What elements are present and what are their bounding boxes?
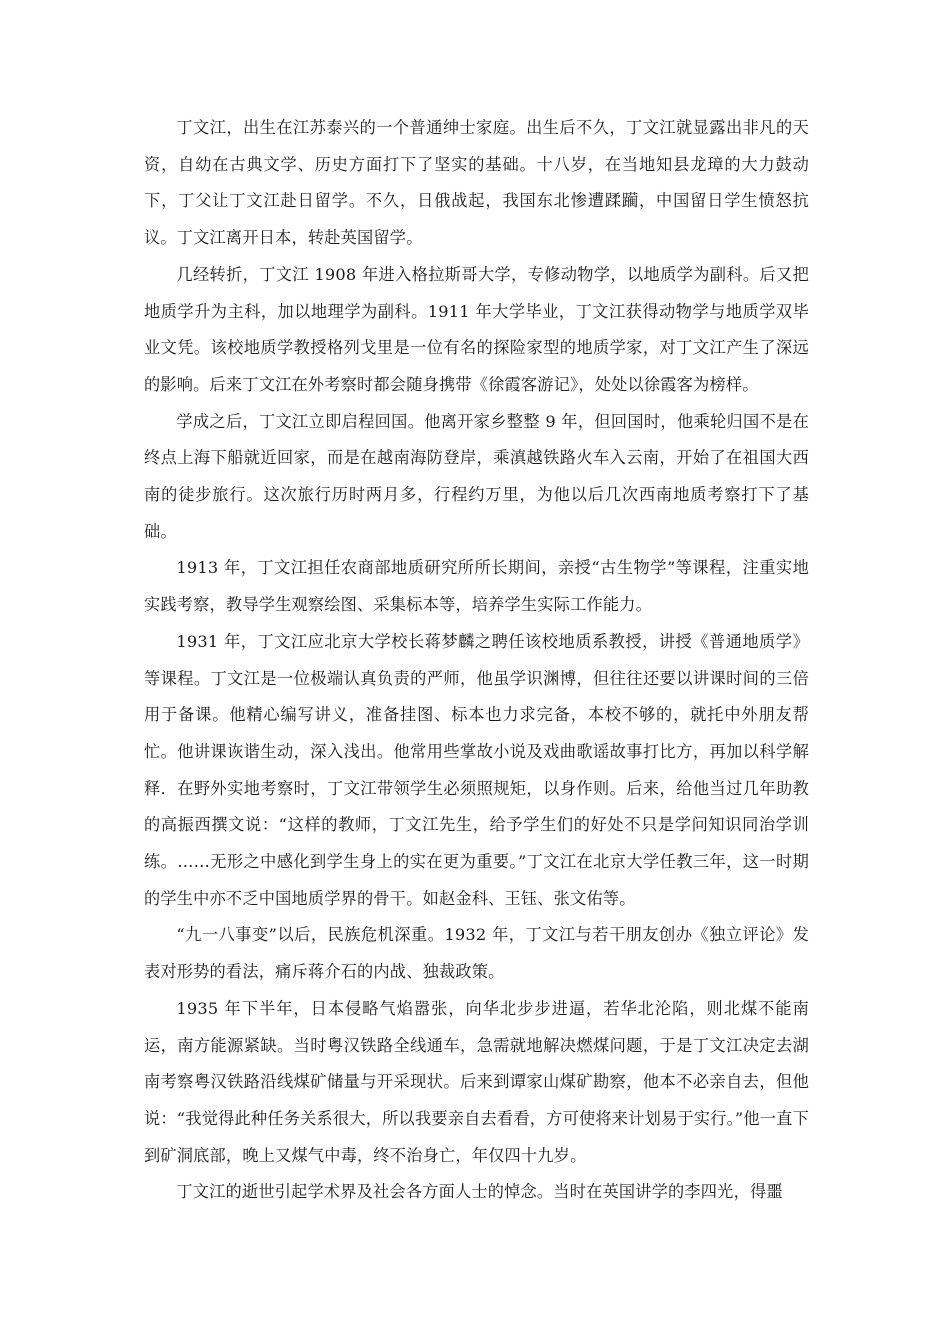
- paragraph: 丁文江，出生在江苏泰兴的一个普通绅士家庭。出生后不久，丁文江就显露出非凡的天资，自幼在古典文学、历史方面打下了坚实的基础。十八岁，在当地知县龙璋的大力鼓动下，丁父让丁文江赴日留学。不久，日俄战起，我国东北惨遭蹂躏，中国留日学生愤怒抗议。丁文江离开日本，转赴英国留学。: [144, 118, 809, 248]
- paragraph: 几经转折，丁文江 1908 年进入格拉斯哥大学，专修动物学，以地质学为副科。后又把地质学升为主科，加以地理学为副科。1911 年大学毕业，丁文江获得动物学与地质学双毕业文凭。该校地质学教授格列戈里是一位有名的探险家型的地质学家，对丁文江产生了深远的影响。后来丁文江在外考察时都会随身携带《徐霞客游记》，处处以徐霞客为榜样。: [144, 264, 809, 394]
- paragraph: 1913 年，丁文江担任农商部地质研究所所长期间，亲授“古生物学”等课程，注重实地实践考察，教导学生观察绘图、采集标本等，培养学生实际工作能力。: [144, 558, 809, 615]
- paragraph: 1935 年下半年，日本侵略气焰嚣张，向华北步步进逼，若华北沦陷，则北煤不能南运，南方能源紧缺。当时粤汉铁路全线通车，急需就地解决燃煤问题，于是丁文江决定去湖南考察粤汉铁路沿线煤矿储量与开采现状。后来到谭家山煤矿勘察，他本不必亲自去，但他说：“我觉得此种任务关系很大，所以我要亲自去看看，方可使将来计划易于实行。”他一直下到矿洞底部，晚上又煤气中毒，终不治身亡，年仅四十九岁。: [144, 998, 809, 1165]
- paragraph: “九一八事变”以后，民族危机深重。1932 年，丁文江与若干朋友创办《独立评论》发表对形势的看法，痛斥蒋介石的内战、独裁政策。: [144, 925, 809, 982]
- document-body: [144, 110, 809, 1211]
- paragraph: 学成之后，丁文江立即启程回国。他离开家乡整整 9 年，但回国时，他乘轮归国不是在终点上海下船就近回家，而是在越南海防登岸，乘滇越铁路火车入云南，开始了在祖国大西南的徒步旅行。这次旅行历时两月多，行程约万里，为他以后几次西南地质考察打下了基础。: [144, 411, 809, 541]
- paragraph: 丁文江的逝世引起学术界及社会各方面人士的悼念。当时在英国讲学的李四光，得噩: [176, 1182, 783, 1202]
- paragraph: 1931 年，丁文江应北京大学校长蒋梦麟之聘任该校地质系教授，讲授《普通地质学》等课程。丁文江是一位极端认真负责的严师，他虽学识渊博，但往往还要以讲课时间的三倍用于备课。他精心编写讲义，准备挂图、标本也力求完备，本校不够的，就托中外朋友帮忙。他讲课诙谐生动，深入浅出。他常用些掌故小说及戏曲歌谣故事打比方，再加以科学解释．在野外实地考察时，丁文江带领学生必须照规矩，以身作则。后来，给他当过几年助教的高振西撰文说：“这样的教师，丁文江先生，给予学生们的好处不只是学问知识同治学训练。……无形之中感化到学生身上的实在更为重要。”丁文江在北京大学任教三年，这一时期的学生中亦不乏中国地质学界的骨干。如赵金科、王钰、张文佑等。: [144, 631, 809, 908]
